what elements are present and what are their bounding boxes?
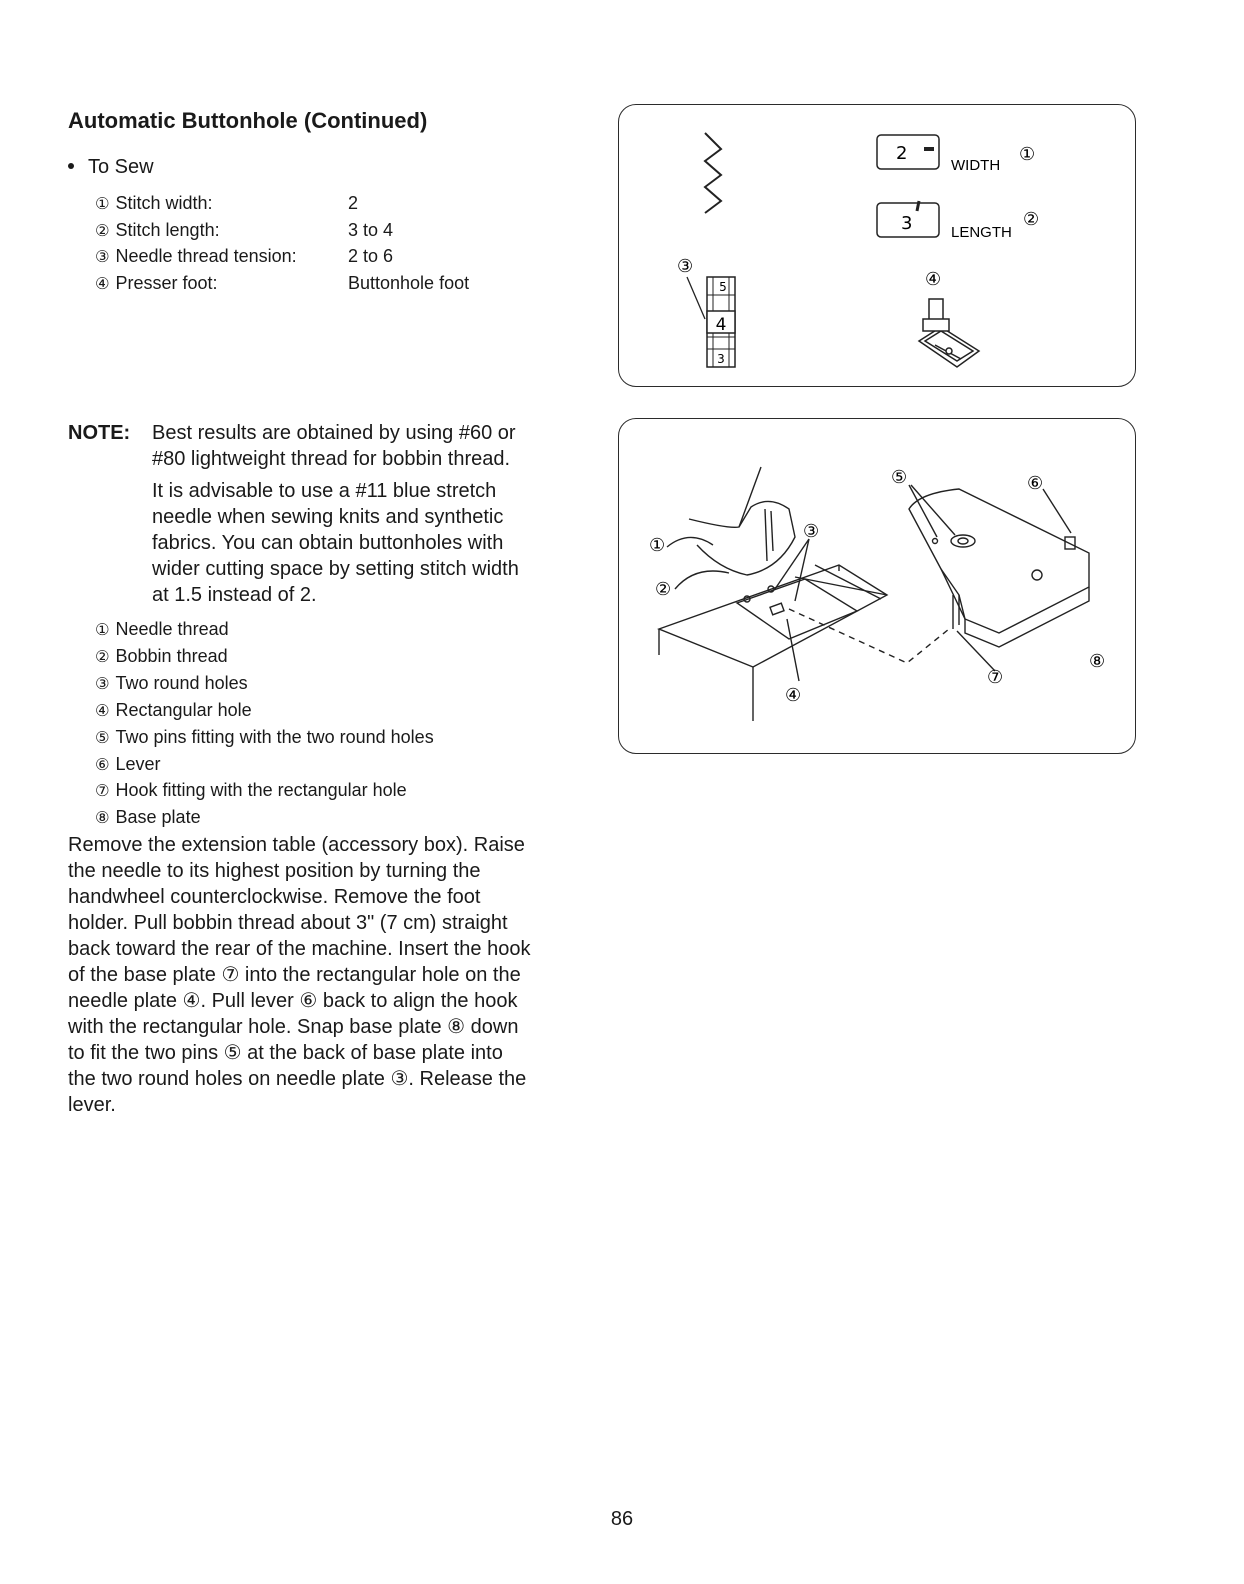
- legend-item: [95, 617, 434, 644]
- legend-item: [95, 805, 434, 832]
- callout-rectangular-hole: ④: [785, 685, 802, 706]
- parts-legend: [95, 617, 434, 832]
- base-plate-outline: [909, 489, 1089, 633]
- note-line: wider cutting space by setting stitch width: [152, 558, 519, 580]
- needle-icon: [765, 509, 767, 561]
- setting-label: Needle thread tension:: [115, 246, 297, 267]
- legend-item: [95, 644, 434, 671]
- legend-text: Two round holes: [115, 672, 248, 693]
- legend-text: Rectangular hole: [115, 699, 252, 720]
- setting-row: [95, 244, 469, 271]
- instruction-line: the needle to its highest position by turning the: [68, 860, 481, 882]
- dial-mark-4: 4: [715, 315, 727, 335]
- legend-item: [95, 778, 434, 805]
- setting-label: Stitch length:: [115, 219, 220, 240]
- instruction-line: lever.: [68, 1094, 116, 1116]
- setting-value: Buttonhole foot: [348, 273, 470, 294]
- legend-text: Bobbin thread: [115, 645, 228, 666]
- dial-mark-5: 5: [719, 280, 727, 294]
- setting-row: [95, 218, 469, 245]
- legend-item: [95, 725, 434, 752]
- alignment-guide: [789, 609, 949, 663]
- callout-presser-foot: ④: [925, 269, 942, 290]
- legend-item: [95, 698, 434, 725]
- legend-text: Hook fitting with the rectangular hole: [115, 780, 407, 801]
- dial-mark-3: 3: [717, 352, 725, 366]
- machine-bed-outline: [659, 565, 887, 667]
- setting-row: [95, 271, 469, 298]
- instruction-line: the two round holes on needle plate ③. Release the: [68, 1068, 527, 1090]
- legend-text: Base plate: [115, 807, 201, 828]
- legend-text: Needle thread: [115, 619, 229, 639]
- callout-width: ①: [1019, 144, 1036, 165]
- width-minus-icon: [924, 147, 934, 151]
- instruction-line: holder. Pull bobbin thread about 3" (7 cm) straight: [68, 912, 508, 934]
- setting-number: ③: [95, 248, 110, 267]
- note-line: fabrics. You can obtain buttonholes with: [152, 532, 504, 554]
- tension-dial-icon: [687, 277, 735, 367]
- needle-thread-line: [667, 537, 713, 547]
- note-line: Best results are obtained by using #60 or: [152, 422, 516, 444]
- note-line: at 1.5 instead of 2.: [152, 584, 317, 606]
- callout-needle-thread: ①: [649, 535, 666, 556]
- setting-label: Stitch width:: [115, 193, 213, 213]
- legend-number: ⑤: [95, 728, 110, 747]
- callout-length: ②: [1023, 209, 1040, 230]
- legend-number: ③: [95, 674, 110, 693]
- instruction-line: with the rectangular hole. Snap base plate ⑧ down: [68, 1016, 519, 1038]
- to-sew-label: To Sew: [88, 156, 154, 178]
- instruction-line: needle plate ④. Pull lever ⑥ back to align the hook: [68, 990, 518, 1012]
- legend-number: ②: [95, 647, 110, 666]
- zigzag-stitch-icon: [705, 133, 721, 213]
- instruction-line: Remove the extension table (accessory box). Raise: [68, 834, 525, 856]
- legend-number: ⑧: [95, 809, 110, 828]
- note-line: It is advisable to use a #11 blue stretch: [152, 480, 497, 502]
- bobbin-thread-line: [675, 571, 729, 589]
- callout-bobbin-thread: ②: [655, 579, 672, 600]
- legend-item: [95, 752, 434, 779]
- bullet-dot-icon: [68, 163, 74, 169]
- base-plate-drawing: [619, 419, 1135, 753]
- buttonhole-foot-icon: [919, 299, 979, 367]
- page-number: 86: [610, 1508, 634, 1530]
- legend-number: ④: [95, 701, 110, 720]
- machine-arm-outline: [689, 501, 795, 575]
- section-heading: Automatic Buttonhole (Continued): [68, 108, 428, 133]
- setting-number: ②: [95, 221, 110, 240]
- setting-value: 2 to 6: [348, 246, 394, 267]
- callout-pins: ⑤: [891, 467, 908, 488]
- width-display-value: 2: [896, 143, 908, 164]
- width-display-box: [877, 135, 939, 169]
- callout-hook: ⑦: [987, 667, 1004, 688]
- instructions-paragraph: [68, 832, 530, 1118]
- base-plate-figure: [618, 418, 1136, 754]
- instruction-line: to fit the two pins ⑤ at the back of base plate into: [68, 1042, 503, 1064]
- note-line: #80 lightweight thread for bobbin thread.: [152, 448, 511, 470]
- setting-label: Presser foot:: [115, 273, 218, 294]
- callout-tension: ③: [677, 256, 694, 277]
- legend-number: ⑦: [95, 782, 110, 801]
- note-tag: NOTE:: [68, 422, 131, 444]
- setting-row: [95, 191, 469, 218]
- setting-number: ①: [95, 195, 110, 213]
- instruction-line: back toward the rear of the machine. Insert the hook: [68, 938, 531, 960]
- legend-text: Two pins fitting with the two round holes: [115, 726, 434, 747]
- width-label: WIDTH: [951, 157, 1001, 174]
- callout-base-plate: ⑧: [1089, 651, 1106, 672]
- legend-text: Lever: [115, 753, 161, 774]
- setting-value: 3 to 4: [348, 219, 394, 240]
- needle-plate-outline: [737, 579, 857, 639]
- settings-list: [95, 191, 469, 298]
- instruction-line: of the base plate ⑦ into the rectangular hole on the: [68, 964, 521, 986]
- length-label: LENGTH: [951, 224, 1012, 241]
- length-display-value: 3: [901, 213, 913, 234]
- note-line: needle when sewing knits and synthetic: [152, 506, 504, 528]
- instruction-line: handwheel counterclockwise. Remove the foot: [68, 886, 481, 908]
- length-indicator-icon: [917, 201, 919, 211]
- rectangular-hole: [770, 603, 784, 615]
- setting-number: ④: [95, 275, 110, 294]
- callout-lever: ⑥: [1027, 473, 1044, 494]
- setting-value: 2: [348, 193, 359, 213]
- stitch-settings-figure: [618, 104, 1136, 387]
- stitch-settings-drawing: [619, 105, 1135, 386]
- legend-number: ⑥: [95, 755, 110, 774]
- legend-item: [95, 671, 434, 698]
- legend-number: ①: [95, 621, 110, 639]
- to-sew-bullet: [68, 156, 154, 179]
- callout-round-holes: ③: [803, 521, 820, 542]
